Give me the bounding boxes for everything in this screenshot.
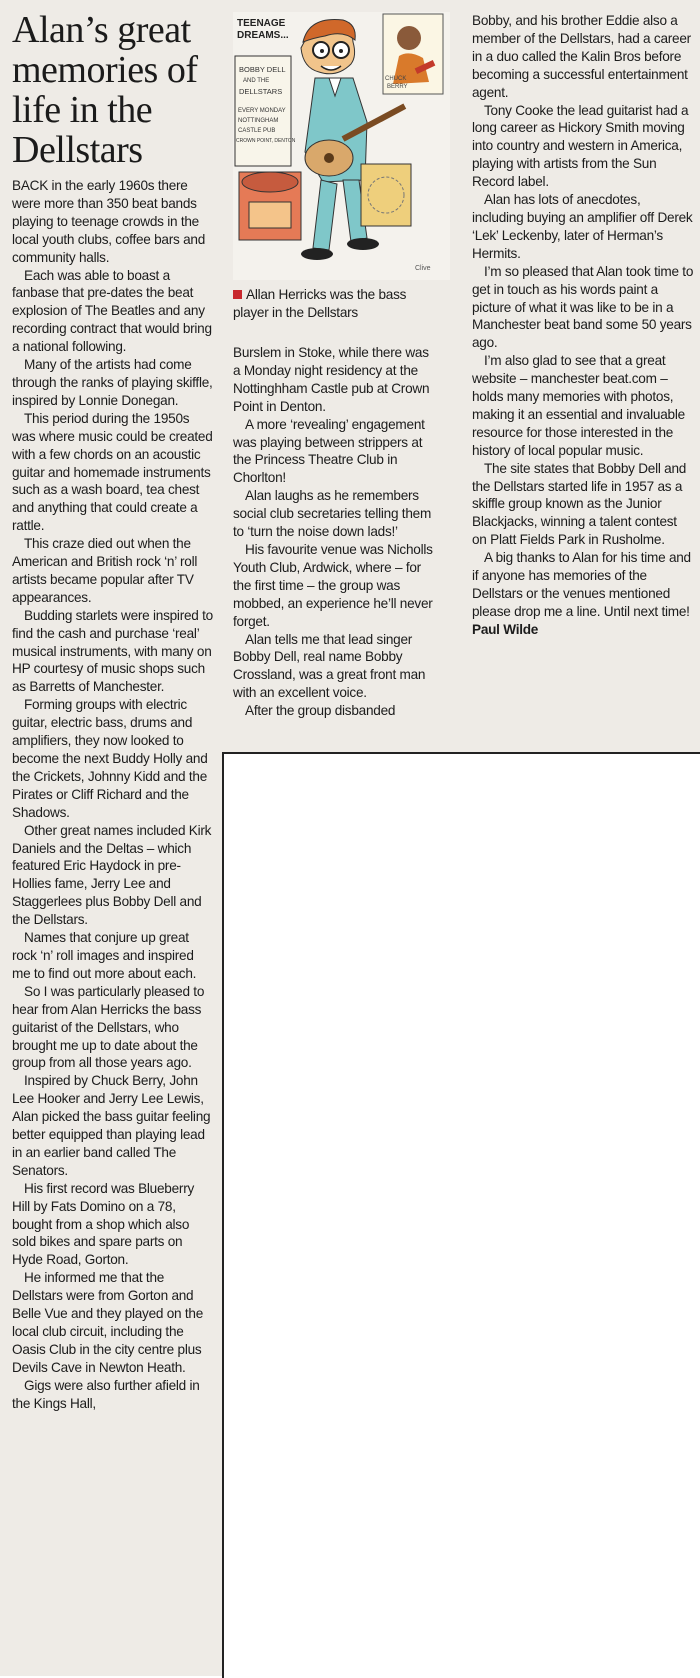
paragraph: This period during the 1950s was where music could be created with a few chords on an acoustic guitar and homemade instruments such as a wash board, tea chest and anything that could create a rattle. [12, 410, 213, 534]
article-column-1 [12, 177, 215, 1413]
article-column-2 [233, 344, 438, 720]
svg-text:BERRY: BERRY [387, 84, 408, 90]
paragraph: I’m so pleased that Alan took time to get in touch as his words paint a picture of what it was like to be in a Manchester beat band some 50 years ago. [472, 263, 694, 351]
svg-text:NOTTINGHAM: NOTTINGHAM [238, 118, 279, 124]
paragraph: So I was particularly pleased to hear from Alan Herricks the bass guitarist of the Dellstars, who brought me up to date about the group from all those years ago. [12, 983, 205, 1071]
paragraph: Bobby, and his brother Eddie also a member of the Dellstars, had a career in a duo called the Kalin Bros before becoming a successful entertainment agent. [472, 13, 691, 100]
paragraph: Each was able to boast a fanbase that pre-dates the beat explosion of The Beatles and any recording contract that would bring a national following. [12, 267, 212, 355]
paragraph: His favourite venue was Nicholls Youth Club, Ardwick, where – for the first time – the group was mobbed, an experience he’ll never forget. [233, 541, 433, 629]
paragraph: Budding starlets were inspired to find the cash and purchase ‘real’ musical instruments, with many on HP courtesy of music shops such as Barretts of Manchester. [12, 607, 213, 695]
paragraph: His first record was Blueberry Hill by Fats Domino on a 78, bought from a shop which also sold bikes and spare parts on Hyde Road, Gorton. [12, 1180, 195, 1268]
svg-text:CASTLE PUB: CASTLE PUB [238, 128, 276, 134]
paragraph: This craze died out when the American and British rock ‘n’ roll artists became popular after TV appearances. [12, 536, 198, 605]
paragraph: I’m also glad to see that a great website – manchester beat.com – holds many memories with photos, making it an essential and invaluable resource for those interested in the history of local popular music. [472, 353, 685, 458]
paragraph: BACK in the early 1960s there were more than 350 beat bands playing to teenage crowds in the local youth clubs, coffee bars and community halls. [12, 178, 206, 265]
paragraph: A big thanks to Alan for his time and if anyone has memories of the Dellstars or the venues mentioned please drop me a line. Until next time! [472, 550, 691, 619]
paragraph: He informed me that the Dellstars were from Gorton and Belle Vue and they played on the local club circuit, including the Oasis Club in the city centre plus Devils Cave in Newton Heath. [12, 1270, 204, 1375]
svg-text:DELLSTARS: DELLSTARS [239, 87, 283, 96]
paragraph: Many of the artists had come through the ranks of playing skiffle, inspired by Lonnie Donegan. [12, 357, 213, 408]
cartoon-illustration [233, 12, 450, 280]
svg-text:AND THE: AND THE [243, 78, 270, 84]
paragraph: After the group disbanded [245, 703, 396, 719]
paragraph: Alan laughs as he remembers social club secretaries telling them to ‘turn the noise down lads!’ [233, 488, 432, 540]
byline: Paul Wilde [472, 621, 539, 637]
paragraph: Burslem in Stoke, while there was a Monday night residency at the Nottinghham Castle pub at Crown Point in Denton. [233, 345, 430, 414]
paragraph: A more ‘revealing’ engagement was playing between strippers at the Princess Theatre Club in Chorlton! [233, 416, 425, 486]
svg-text:DREAMS...: DREAMS... [237, 30, 289, 41]
paragraph: Forming groups with electric guitar, electric bass, drums and amplifiers, they now looked to become the next Buddy Holly and the Crickets, Johnny Kidd and the Pirates or Cliff Richard and the Shadows. [12, 697, 208, 820]
sign-line: BOBBY DELL [239, 65, 286, 74]
artist-signature: Clive [415, 265, 431, 272]
cartoon-drawing [233, 12, 450, 280]
svg-text:EVERY MONDAY: EVERY MONDAY [238, 108, 286, 114]
paragraph: Inspired by Chuck Berry, John Lee Hooker and Jerry Lee Lewis, Alan picked the bass guitar feeling better equipped than playing lead in an earlier band called The Senators. [12, 1073, 211, 1178]
caption-text: Allan Herricks was the bass player in the Dellstars [233, 287, 407, 320]
paragraph: Other great names included Kirk Daniels and the Deltas – which featured Eric Haydock in pre-Hollies fame, Jerry Lee and Staggerlees plus Bobby Dell and the Dellstars. [12, 822, 212, 928]
article-column-3 [472, 12, 694, 639]
poster-text: CHUCK [385, 76, 407, 82]
blank-area [222, 752, 700, 1678]
svg-text:CROWN POINT, DENTON: CROWN POINT, DENTON [236, 138, 296, 144]
caption-marker-icon [233, 290, 242, 299]
photo-caption [233, 286, 438, 322]
paragraph: Names that conjure up great rock ‘n’ roll images and inspired me to find out more about each. [12, 930, 197, 981]
headline: Alan’s great memories of life in the Dellstars [12, 9, 198, 171]
paragraph: The site states that Bobby Dell and the Dellstars started life in 1957 as a skiffle group known as the Junior Blackjacks, winning a talent contest on Platt Fields Park in Rusholme. [472, 460, 687, 548]
paragraph: Alan has lots of anecdotes, including buying an amplifier off Derek ‘Lek’ Leckenby, later of Herman’s Hermits. [472, 192, 693, 261]
paragraph: Alan tells me that lead singer Bobby Dell, real name Bobby Crossland, was a great front man with an excellent voice. [233, 631, 426, 701]
paragraph: Tony Cooke the lead guitarist had a long career as Hickory Smith moving into country and western in America, playing with artists from the Sun Record label. [472, 102, 689, 190]
paragraph: Gigs were also further afield in the Kings Hall, [12, 1377, 200, 1411]
cartoon-banner: TEENAGE [237, 18, 286, 29]
